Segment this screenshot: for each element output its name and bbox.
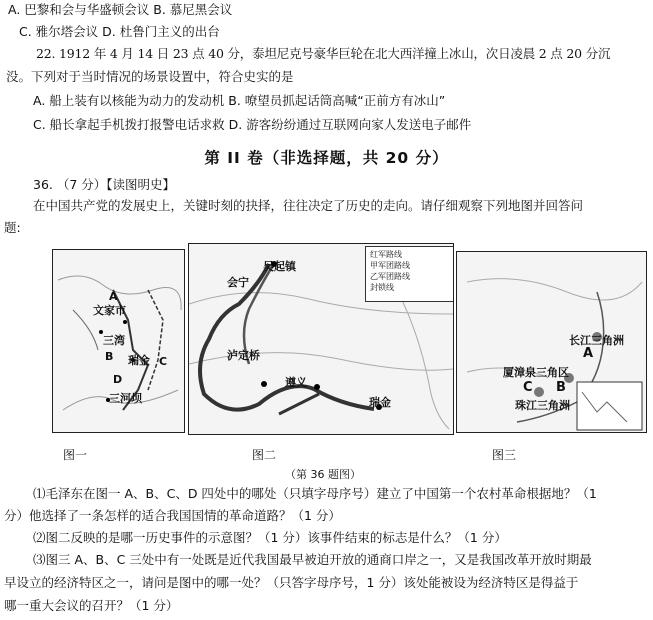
- map3-label-a: A: [583, 346, 594, 361]
- map1: [52, 249, 185, 433]
- q36-q3-line1: ⑶图三 A、B、C 三处中有一处既是近代我国最早被迫开放的通商口岸之一，又是我国改革开放时期最: [33, 552, 592, 567]
- map2-label-ruijin: 瑞金: [369, 396, 391, 409]
- q36-q3-line2: 早设立的经济特区之一，请问是图中的哪一处？（只答字母序号，1 分）该处能被设为经济特区是得益于: [4, 575, 579, 590]
- map3-label-zhujiang: 珠江三角洲: [515, 399, 570, 412]
- q36-q2-line1: ⑵图二反映的是哪一历史事件的示意图？（1 分）该事件结束的标志是什么？（1 分）: [33, 530, 507, 545]
- q36-intro-line1: 在中国共产党的发展史上，关键时刻的抉择，往往决定了历史的走向。请仔细观察下列地图并回答问: [33, 198, 584, 213]
- map3-caption: 图三: [492, 448, 517, 462]
- figure-caption: （第 36 题图）: [285, 468, 361, 481]
- map2-label-luding: 泸定桥: [227, 349, 260, 362]
- map1-label-sanwan: 三湾: [103, 334, 125, 347]
- map1-label-ruijin: 瑞金: [128, 354, 150, 367]
- q22-stem-line1: 22. 1912 年 4 月 14 日 23 点 40 分，泰坦尼克号豪华巨轮在北大西洋撞上冰山，次日凌晨 2 点 20 分沉: [36, 46, 611, 61]
- map1-label-sanheba: 三河坝: [109, 392, 142, 405]
- q22-stem-line2: 没。下列对于当时情况的场景设置中，符合史实的是: [6, 69, 294, 84]
- map1-label-b: B: [105, 350, 114, 363]
- map2-label-huining: 会宁: [227, 276, 249, 289]
- q36-q1-line1: ⑴毛泽东在图一 A、B、C、D 四处中的哪处（只填字母序号）建立了中国第一个农村革命根据地？（1: [33, 486, 597, 501]
- q22-option-ab: A. 船上装有以核能为动力的发动机 B. 嘹望员抓起话筒高喊“正前方有冰山”: [33, 93, 446, 108]
- map2-label-zunyi: 遵义: [285, 376, 307, 389]
- q36-header: 36. （7 分）【读图明史】: [33, 177, 176, 192]
- map2-legend: [365, 246, 454, 302]
- map3: [456, 251, 647, 433]
- map2-caption: 图二: [252, 448, 277, 462]
- map2: [188, 243, 454, 435]
- section-title: 第 II 卷（非选择题，共 20 分）: [204, 149, 449, 167]
- map3-label-c: C: [523, 380, 533, 395]
- q36-q3-line3: 哪一重大会议的召开？（1 分）: [4, 598, 179, 613]
- map1-label-wenjiashi: 文家市: [93, 304, 126, 317]
- map-figures: [52, 243, 647, 438]
- q36-intro-line2: 题:: [4, 220, 21, 235]
- map2-legend-item: 封锁线: [370, 283, 394, 292]
- map3-label-b: B: [556, 380, 566, 395]
- map1-caption: 图一: [63, 448, 88, 462]
- map2-legend-item: 甲军团路线: [370, 261, 410, 270]
- map3-label-xiamen: 厦漳泉三角区: [503, 366, 569, 379]
- q36-q1-line2: 分）他选择了一条怎样的适合我国国情的革命道路？（1 分）: [4, 508, 341, 523]
- map1-label-a: A: [109, 290, 118, 303]
- map2-legend-item: 乙军团路线: [370, 272, 410, 281]
- map1-label-d: D: [113, 373, 123, 386]
- q21-options-cd: C. 雅尔塔会议 D. 杜鲁门主义的出台: [19, 24, 220, 39]
- q21-options-ab: A. 巴黎和会与华盛顿会议 B. 慕尼黑会议: [8, 2, 233, 17]
- map3-label-changjiang: 长江三角洲: [569, 334, 624, 347]
- q22-option-cd: C. 船长拿起手机拨打报警电话求救 D. 游客纷纷通过互联网向家人发送电子邮件: [33, 117, 472, 132]
- map2-legend-item: 红军路线: [370, 250, 402, 259]
- map1-label-c: C: [159, 355, 168, 368]
- map2-label-wuqizhen: 吴起镇: [263, 260, 296, 273]
